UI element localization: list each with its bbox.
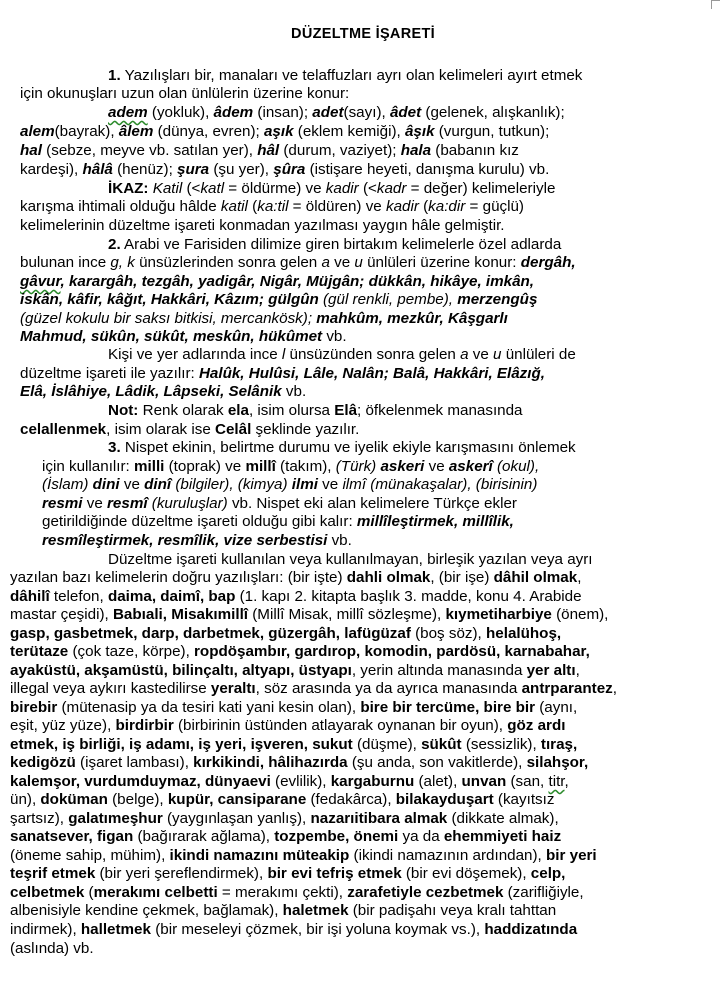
bold-term: unvan [461, 773, 507, 790]
text-line [10, 772, 569, 791]
bold-term: etmek, iş birliği, iş adamı, iş yeri, işveren, sukut [10, 736, 353, 753]
text-run: (aslında) vb. [10, 940, 94, 957]
text-run: ve [82, 495, 108, 512]
text-run: , söz arasında ya da ayrıca manasında [255, 680, 522, 697]
bold-term: askerî [448, 458, 493, 475]
text-run: , isim olursa [248, 402, 335, 419]
italic-text: a [460, 346, 469, 363]
text-line [108, 401, 523, 420]
text-run: , isim olarak ise [106, 421, 215, 438]
text-line [10, 624, 561, 643]
text-run: (1. kapı 2. kitapta başlık 3. madde, konu 4. Arabide [235, 588, 582, 605]
text-run: (vurgun, tutkun); [434, 123, 550, 140]
page-title: DÜZELTME İŞARETİ [291, 26, 435, 42]
text-run: (evlilik), [270, 773, 331, 790]
text-run: kelimelerinin düzeltme işareti konmadan yazılması yaygın hâle gelmiştir. [20, 217, 505, 234]
bold-term: yer altı [526, 662, 576, 679]
bold-term: bilakayduşart [395, 791, 494, 808]
bold-term: kırkikindi, hâlihazırda [193, 754, 348, 771]
bold-term: hal [20, 142, 42, 159]
text-run: (işaret lambası), [75, 754, 194, 771]
bold-term: kıymetiharbiye [445, 606, 552, 623]
text-run: (istişare heyeti, danışma kurulu) vb. [305, 161, 550, 178]
text-line [20, 272, 534, 291]
bold-term: kargaburnu [330, 773, 415, 790]
italic-text: (güzel kokulu bir saksı bitkisi, mercankösk); [20, 310, 317, 327]
bold-term: Mahmud, sükûn, sükût, meskûn, hükûmet [20, 328, 323, 345]
text-run: (bir meseleyi çözmek, bir işi yoluna koymak vs.), [150, 921, 485, 938]
text-run: (toprak) ve [164, 458, 246, 475]
bold-term: birebir [10, 699, 58, 716]
bold-term: yeraltı [210, 680, 256, 697]
text-line [10, 809, 559, 828]
text-run: (sayı), [343, 104, 390, 121]
text-line [20, 197, 524, 216]
text-run: ün), [10, 791, 41, 808]
italic-text: (gül renkli, pembe), [318, 291, 458, 308]
text-line [10, 587, 582, 606]
text-run: yazılan bazı kelimelerin doğru yazılışları: (bir işte) [10, 569, 347, 586]
text-run: (çok taze, körpe), [68, 643, 195, 660]
text-run: (ikindi namazının ardından), [349, 847, 546, 864]
text-line [42, 494, 517, 513]
bold-term: hâlâ [82, 161, 113, 178]
text-run: (eklem kemiği), [293, 123, 405, 140]
italic-text: ilmî [342, 476, 367, 493]
text-run: (boş söz), [410, 625, 486, 642]
bold-term: sükût [421, 736, 462, 753]
text-line [10, 883, 584, 902]
text-run: ve [468, 346, 494, 363]
text-run: (dünya, evren); [153, 123, 264, 140]
bold-term: mahkûm, mezkûr, Kâşgarlı [316, 310, 508, 327]
text-line [20, 122, 549, 141]
bold-term: Babıali, Misakımillî [112, 606, 249, 623]
text-run: (önem), [551, 606, 609, 623]
italic-text: katl [200, 180, 225, 197]
text-line [20, 84, 349, 103]
bold-term: ayaküstü, akşamüstü, bilinçaltı, altyapı, üstyapı [10, 662, 352, 679]
text-run: (insan); [253, 104, 313, 121]
bold-term: iskân, kâfir, kâğıt, Hakkâri, Kâzım; gülgûn [20, 291, 319, 308]
italic-text: (bilgiler), [171, 476, 238, 493]
bold-term: âşık [404, 123, 435, 140]
bold-term: âlem [118, 123, 154, 140]
text-run: (kayıtsız [493, 791, 555, 808]
text-line [10, 827, 561, 846]
text-line [20, 309, 508, 328]
text-run: vb. [327, 532, 352, 549]
text-run: (< [182, 180, 201, 197]
text-run: (yaygınlaşan yanlış), [162, 810, 311, 827]
text-run: (bağırarak ağlama), [133, 828, 275, 845]
text-run: mastar çeşidi), [10, 606, 113, 623]
bold-term: zarafetiyle cezbetmek [347, 884, 504, 901]
text-run: Kişi ve yer adlarında ince [108, 346, 282, 363]
bold-term: ropdöşambır, gardırop, komodin, pardösü, karnabahar, [194, 643, 590, 660]
text-run: titr [548, 773, 565, 790]
text-line [108, 438, 576, 457]
text-run: (belge), [107, 791, 168, 808]
bold-term: haddizatında [484, 921, 578, 938]
text-run: = değer) kelimeleriyle [406, 180, 556, 197]
text-line [10, 753, 588, 772]
bold-term: kalemşor, vurdumduymaz, dünyaevi [10, 773, 271, 790]
text-line [10, 679, 617, 698]
text-line [108, 103, 565, 122]
text-run: ; öfkelenmek manasında [357, 402, 523, 419]
italic-text: (İslam) [42, 476, 93, 493]
text-run: (takım), [275, 458, 336, 475]
bold-term: dinî [144, 476, 172, 493]
text-line [10, 939, 94, 958]
text-line [10, 716, 565, 735]
text-line [42, 512, 514, 531]
bold-term: antrparantez [521, 680, 613, 697]
bold-term: dâhil olmak [493, 569, 578, 586]
text-run: şeklinde yazılır. [251, 421, 360, 438]
text-run: ya da [398, 828, 444, 845]
text-line [20, 364, 545, 383]
bold-term: 3. [108, 439, 121, 456]
italic-text: ka:til [257, 198, 289, 215]
bold-term: dini [92, 476, 120, 493]
text-line [10, 864, 565, 883]
bold-term: şura [177, 161, 210, 178]
text-run: indirmek), [10, 921, 81, 938]
bold-term: dergâh, [520, 254, 576, 271]
bold-term: ela [227, 402, 249, 419]
text-run: , [564, 773, 569, 790]
bold-term: silahşor, [526, 754, 589, 771]
text-run: (aynı, [535, 699, 578, 716]
bold-term: şûra [273, 161, 306, 178]
text-run: (durum, vaziyet); [279, 142, 401, 159]
text-run: (Millî Misak, millî sözleşme), [248, 606, 446, 623]
bold-term: bir yeri [546, 847, 597, 864]
italic-text: u [354, 254, 363, 271]
text-line [42, 531, 352, 550]
text-run: (yokluk), [147, 104, 214, 121]
bold-term: celallenmek [20, 421, 107, 438]
bold-term: Halûk, Hulûsi, Lâle, Nalân; Balâ, Hakkâri, Elâzığ, [198, 365, 545, 382]
text-run: , [612, 680, 617, 697]
text-line [108, 66, 582, 85]
bold-term: adet [312, 104, 344, 121]
text-run: ve [329, 254, 355, 271]
italic-text: ka:dir [428, 198, 466, 215]
italic-text: (birisinin) [475, 476, 538, 493]
bold-term: helalühoş, [486, 625, 562, 642]
bold-term: dâhilî [10, 588, 50, 605]
bold-term: âdem [213, 104, 254, 121]
italic-text: kadir [385, 198, 419, 215]
text-run: getirildiğinde düzeltme işareti olduğu gibi kalır: [42, 513, 357, 530]
text-run: = öldüren) ve [288, 198, 386, 215]
bold-term: doküman [40, 791, 108, 808]
bold-term: Celâl [215, 421, 252, 438]
bold-term: Not: [108, 402, 139, 419]
bold-term: milli [134, 458, 165, 475]
text-run: (sessizlik), [461, 736, 541, 753]
text-line [10, 901, 556, 920]
text-run: (dikkate almak), [447, 810, 559, 827]
text-line [108, 550, 593, 569]
text-run: illegal veya aykırı kastedilirse [10, 680, 211, 697]
bold-term: İKAZ: [108, 180, 149, 197]
text-run: (alet), [414, 773, 462, 790]
italic-text: kadir [325, 180, 359, 197]
text-line [20, 420, 359, 439]
bold-term: alem [20, 123, 55, 140]
text-line [10, 790, 554, 809]
text-line [10, 920, 577, 939]
text-run: (bir padişahı veya kralı tahttan [348, 902, 557, 919]
text-run: (zarifliğiyle, [503, 884, 584, 901]
text-line [20, 160, 549, 179]
text-run: (şu yer), [209, 161, 274, 178]
bold-term: adem [108, 104, 148, 121]
text-run: için kullanılır: [42, 458, 135, 475]
text-run: (fedakârca), [306, 791, 396, 808]
text-run: ünsüzünden sonra gelen [285, 346, 461, 363]
text-line [108, 235, 561, 254]
text-line [20, 216, 505, 235]
text-run: Arabi ve Farisiden dilimize giren birtakım kelimelerle özel adlarda [120, 236, 562, 253]
text-run: kardeşi), [20, 161, 83, 178]
text-line [10, 661, 580, 680]
bold-term: 2. [108, 236, 121, 253]
italic-text: (okul), [492, 458, 540, 475]
bold-term: galatımeşhur [68, 810, 163, 827]
bold-term: bire bir tercüme, bire bir [360, 699, 536, 716]
text-line [10, 846, 597, 865]
text-run: için okunuşları uzun olan ünlülerin üzerine konur: [20, 85, 350, 102]
text-run: vb. [322, 328, 347, 345]
bold-term: tozpembe, önemi [274, 828, 399, 845]
text-line [108, 345, 576, 364]
bold-term: kupür, cansiparane [167, 791, 307, 808]
bold-term: tıraş, [540, 736, 578, 753]
text-run: Nispet ekinin, belirtme durumu ve iyelik ekiyle karışmasını önlemek [120, 439, 576, 456]
bold-term: millîleştirmek, millîlik, [356, 513, 514, 530]
text-line [10, 735, 577, 754]
text-run: (birbirinin üstünden atlayarak oynanan bir oyun), [173, 717, 508, 734]
text-line [10, 698, 577, 717]
text-run: ( [418, 198, 429, 215]
text-run: (öneme sahip, mühim), [10, 847, 170, 864]
italic-text: kadr [376, 180, 407, 197]
bold-term: hâl [257, 142, 280, 159]
italic-text: a [321, 254, 330, 271]
bold-term: gâvur [20, 273, 61, 290]
bold-term: ilmi [291, 476, 318, 493]
text-line [10, 642, 590, 661]
bold-term: merakımı celbetti [93, 884, 218, 901]
text-line [42, 457, 539, 476]
text-line [20, 253, 576, 272]
text-run: karışma ihtimali olduğu hâlde [20, 198, 221, 215]
text-run: vb. [281, 383, 307, 400]
bold-term: teşrif etmek [10, 865, 96, 882]
italic-text: (kuruluşlar) [147, 495, 228, 512]
text-run: = merakımı çekti), [217, 884, 348, 901]
text-line [10, 605, 608, 624]
bold-term: resmî [107, 495, 148, 512]
text-run: (< [358, 180, 377, 197]
text-run: ünlüleri üzerine konur: [362, 254, 521, 271]
bold-term: merzengûş [457, 291, 538, 308]
text-run: Renk olarak [138, 402, 228, 419]
text-run: vb. Nispet eki alan kelimelere Türkçe ekler [227, 495, 517, 512]
italic-text: katil [220, 198, 248, 215]
text-run: ve [424, 458, 449, 475]
text-run: Yazılışları bir, manaları ve telaffuzları ayrı olan kelimeleri ayırt etmek [120, 67, 583, 84]
text-run: ve [317, 476, 343, 493]
bold-term: gasp, gasbetmek, darp, darbetmek, güzergâh, lafügüzaf [10, 625, 411, 642]
bold-term: celbetmek [10, 884, 85, 901]
text-line [20, 141, 519, 160]
text-run: (şu anda, son vakitlerde), [347, 754, 527, 771]
text-run: ünsüzlerinden sonra gelen [134, 254, 322, 271]
text-run: = öldürme) ve [224, 180, 326, 197]
text-run: , (bir işe) [430, 569, 494, 586]
text-run: şartsız), [10, 810, 69, 827]
text-run: = güçlü) [465, 198, 524, 215]
text-run: (babanın kız [431, 142, 519, 159]
text-line [42, 475, 537, 494]
text-run: , yerin altında manasında [351, 662, 527, 679]
text-run: (san, [506, 773, 549, 790]
text-run: ( [84, 884, 94, 901]
bold-term: göz ardı [507, 717, 566, 734]
bold-term: millî [245, 458, 276, 475]
text-run: (mütenasip ya da tesiri kati yani kesin olan), [57, 699, 361, 716]
bold-term: askeri [380, 458, 425, 475]
text-run: (bayrak), [54, 123, 119, 140]
italic-text: (münakaşalar), [366, 476, 476, 493]
bold-term: hala [400, 142, 432, 159]
bold-term: halletmek [80, 921, 151, 938]
bold-term: resmîleştirmek, resmîlik, vize serbestisi [42, 532, 328, 549]
text-line [108, 179, 555, 198]
bold-term: kedigözü [10, 754, 76, 771]
text-run: albenisiyle kendine çekmek, bağlamak), [10, 902, 283, 919]
bold-term: resmi [42, 495, 83, 512]
italic-text: g, k [110, 254, 135, 271]
text-run: Düzeltme işareti kullanılan veya kullanılmayan, birleşik yazılan veya ayrı [108, 551, 593, 568]
text-run: telefon, [49, 588, 108, 605]
text-run: eşit, yüz yüze), [10, 717, 116, 734]
bold-term: dahli olmak [346, 569, 431, 586]
bold-term: âdet [389, 104, 422, 121]
text-run: (bir evi döşemek), [401, 865, 531, 882]
bold-term: , karargâh, tezgâh, yadigâr, Nigâr, Müjgân; dükkân, hikâye, imkân, [60, 273, 535, 290]
text-line [10, 568, 581, 587]
text-run: ve [119, 476, 145, 493]
text-run: ünlüleri de [501, 346, 576, 363]
italic-text: l [281, 346, 286, 363]
bold-term: celp, [530, 865, 566, 882]
bold-term: nazarıitibara almak [310, 810, 448, 827]
italic-text: (Türk) [335, 458, 381, 475]
text-line [20, 290, 537, 309]
bold-term: bir evi tefriş etmek [267, 865, 402, 882]
bold-term: terütaze [10, 643, 69, 660]
text-run: düzeltme işareti ile yazılır: [20, 365, 199, 382]
bold-term: Elâ, İslâhiye, Lâdik, Lâpseki, Selânik [20, 383, 282, 400]
bold-term: birdirbir [115, 717, 174, 734]
text-line [20, 382, 306, 401]
text-run: (düşme), [352, 736, 422, 753]
bold-term: haletmek [282, 902, 349, 919]
text-run: (bir yeri şereflendirmek), [95, 865, 268, 882]
text-run: (henüz); [112, 161, 178, 178]
bold-term: ehemmiyeti haiz [443, 828, 562, 845]
italic-text: u [493, 346, 502, 363]
italic-text: (kimya) [237, 476, 292, 493]
bold-term: ikindi namazını müteakip [169, 847, 350, 864]
text-run: bulunan ince [20, 254, 111, 271]
bold-term: aşık [263, 123, 294, 140]
bold-term: Elâ [334, 402, 358, 419]
text-run: (gelenek, alışkanlık); [421, 104, 565, 121]
text-run: , [575, 662, 580, 679]
italic-text: Katil [152, 180, 183, 197]
text-run: ( [247, 198, 258, 215]
bold-term: daima, daimî, bap [107, 588, 236, 605]
page-corner-mark [708, 0, 720, 12]
text-run: , [577, 569, 582, 586]
text-line [20, 327, 347, 346]
text-run: (sebze, meyve vb. satılan yer), [41, 142, 258, 159]
bold-term: 1. [108, 67, 121, 84]
bold-term: sanatsever, figan [10, 828, 134, 845]
